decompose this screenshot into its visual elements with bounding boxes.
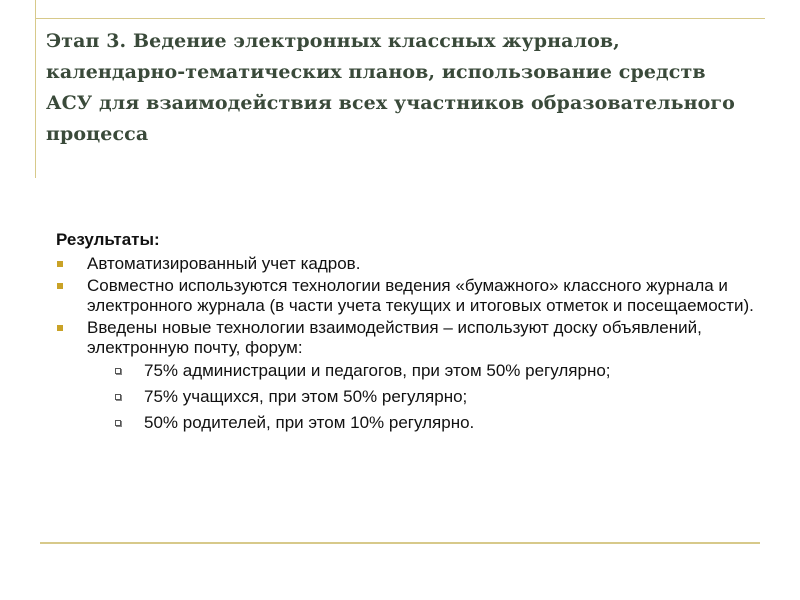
square-bullet-icon [57, 325, 63, 331]
list-item [56, 318, 756, 433]
hollow-square-bullet-icon [115, 394, 121, 400]
hollow-square-bullet-icon [115, 368, 121, 374]
sub-list-item [87, 361, 756, 381]
slide-body [56, 230, 756, 439]
slide-title: Этап 3. Ведение электронных классных журналов, календарно-тематических планов, использование средств АСУ для взаимодействия всех участников образовательного процесса [46, 30, 735, 145]
square-bullet-icon [57, 283, 63, 289]
sub-list-item-text: 75% администрации и педагогов, при этом 50% регулярно; [144, 361, 611, 380]
frame-left-line [35, 0, 36, 178]
hollow-square-bullet-icon [115, 420, 121, 426]
frame-bottom-line [40, 542, 760, 544]
results-list [56, 254, 756, 433]
sub-list [87, 361, 756, 433]
results-label: Результаты: [56, 230, 160, 249]
list-item [56, 254, 756, 274]
frame-top-line [35, 18, 765, 19]
sub-list-item-text: 50% родителей, при этом 10% регулярно. [144, 413, 475, 432]
list-item-text: Автоматизированный учет кадров. [87, 254, 361, 273]
sub-list-item-text: 75% учащихся, при этом 50% регулярно; [144, 387, 468, 406]
list-item [56, 276, 756, 316]
sub-list-item [87, 387, 756, 407]
list-item-text: Совместно используются технологии ведения «бумажного» классного журнала и электронного журнала (в части учета текущих и итоговых отметок и посещаемости). [87, 276, 754, 315]
square-bullet-icon [57, 261, 63, 267]
list-item-text: Введены новые технологии взаимодействия – используют доску объявлений, электронную почту, форум: [87, 318, 702, 357]
sub-list-item [87, 413, 756, 433]
